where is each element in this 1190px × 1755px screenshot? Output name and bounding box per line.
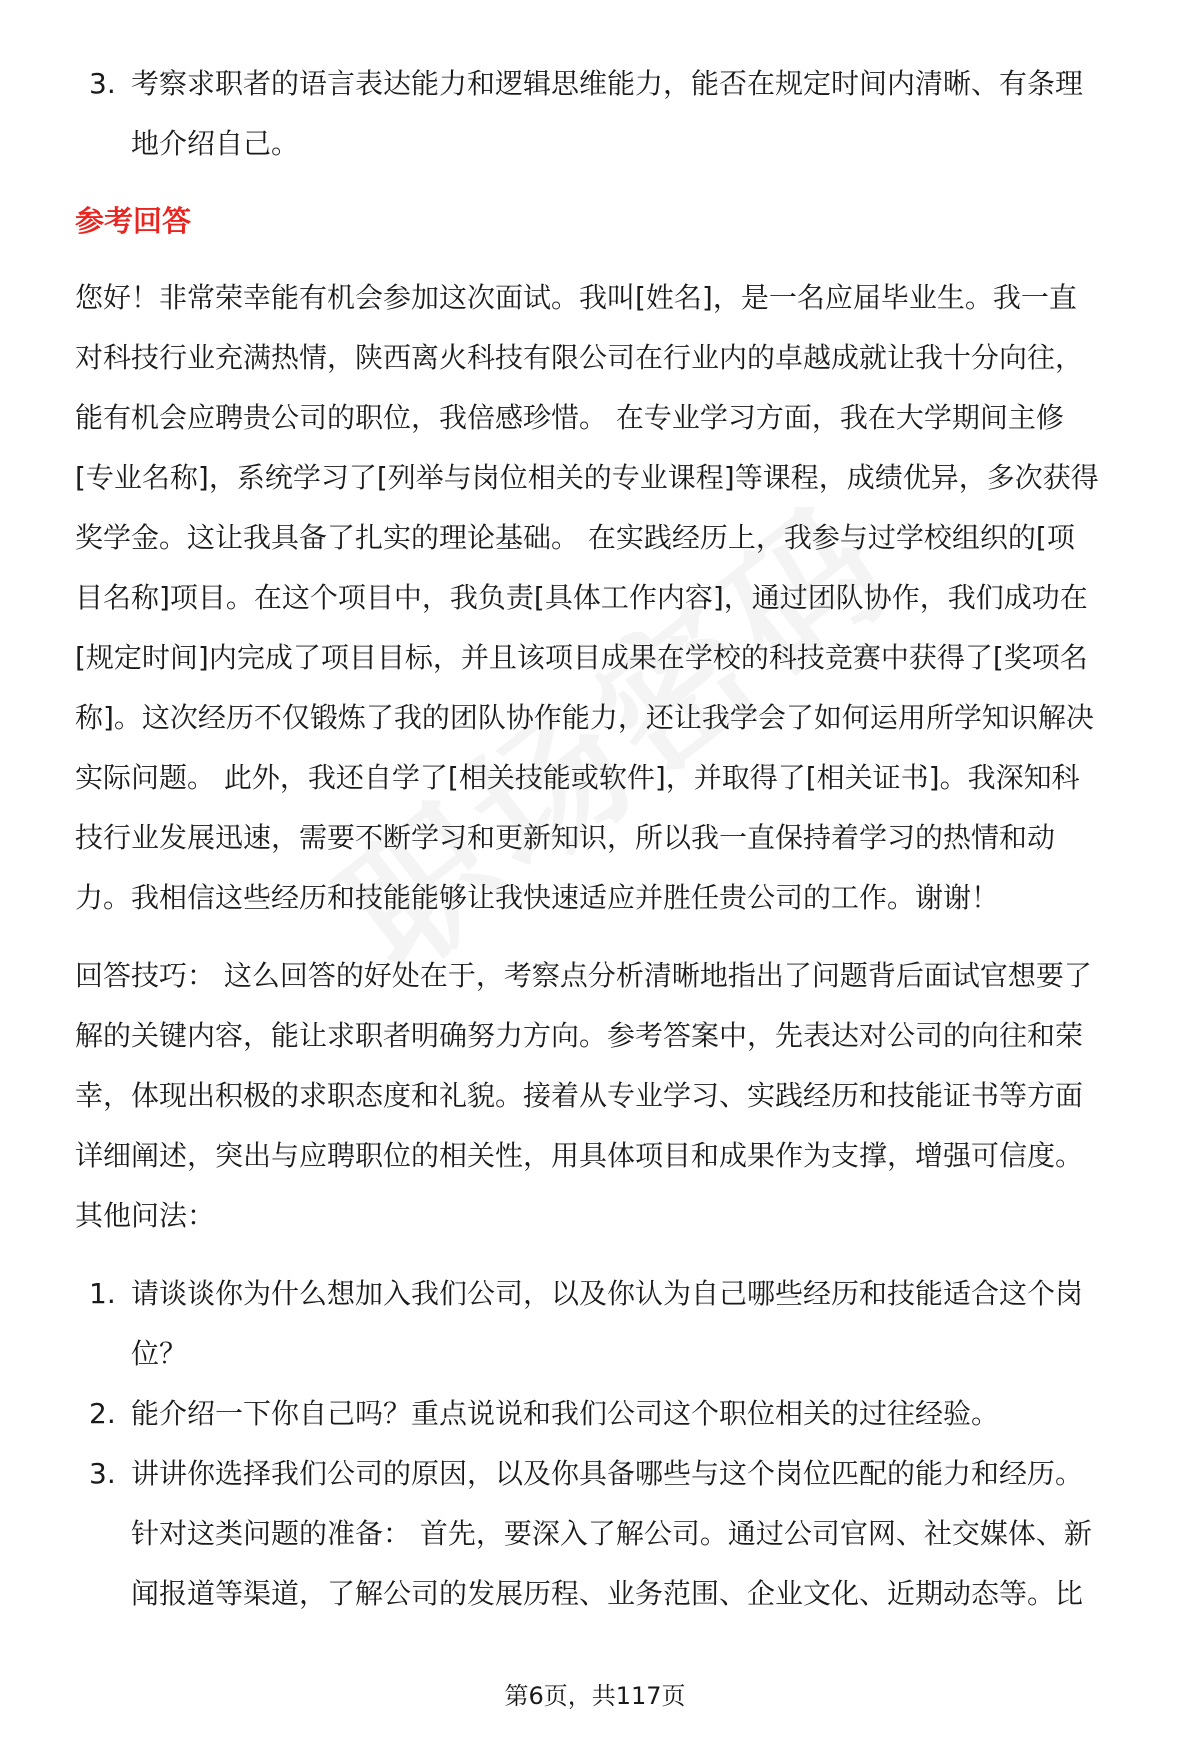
list-item bbox=[75, 1444, 1185, 1624]
tips-paragraph bbox=[75, 946, 1185, 1246]
text-line: 能介绍一下你自己吗？重点说说和我们公司这个职位相关的过往经验。 bbox=[131, 1397, 1000, 1430]
text-line: 考察求职者的语言表达能力和逻辑思维能力，能否在规定时间内清晰、有条理 bbox=[131, 67, 1084, 100]
text-line: 请谈谈你为什么想加入我们公司，以及你认为自己哪些经历和技能适合这个岗 bbox=[131, 1277, 1084, 1310]
list-item bbox=[75, 1264, 1185, 1384]
text-line: 解的关键内容，能让求职者明确努力方向。参考答案中，先表达对公司的向往和荣 bbox=[75, 1019, 1084, 1052]
text-line: 回答技巧： 这么回答的好处在于，考察点分析清晰地指出了问题背后面试官想要了 bbox=[75, 959, 1092, 992]
page-number-footer: 第6页，共117页 bbox=[504, 1682, 686, 1710]
text-line: 讲讲你选择我们公司的原因，以及你具备哪些与这个岗位匹配的能力和经历。 bbox=[131, 1457, 1084, 1490]
text-line: 位？ bbox=[131, 1337, 188, 1370]
text-line: 对科技行业充满热情，陕西离火科技有限公司在行业内的卓越成就让我十分向往， bbox=[75, 341, 1084, 374]
list-number: 3. bbox=[89, 67, 116, 100]
list-number: 3. bbox=[89, 1457, 116, 1490]
text-line: 技行业发展迅速，需要不断学习和更新知识，所以我一直保持着学习的热情和动 bbox=[75, 821, 1056, 854]
list-number: 2. bbox=[89, 1397, 116, 1430]
page-content bbox=[75, 54, 1185, 1624]
text-line: 实际问题。 此外，我还自学了[相关技能或软件]，并取得了[相关证书]。我深知科 bbox=[75, 761, 1080, 794]
text-line: 详细阐述，突出与应聘职位的相关性，用具体项目和成果作为支撑，增强可信度。 bbox=[75, 1139, 1084, 1172]
text-line: 地介绍自己。 bbox=[131, 127, 300, 160]
text-line: 您好！非常荣幸能有机会参加这次面试。我叫[姓名]，是一名应届毕业生。我一直 bbox=[75, 281, 1077, 314]
reference-answer-paragraph bbox=[75, 268, 1185, 928]
text-line: 称]。这次经历不仅锻炼了我的团队协作能力，还让我学会了如何运用所学知识解决 bbox=[75, 701, 1094, 734]
text-line: 力。我相信这些经历和技能能够让我快速适应并胜任贵公司的工作。谢谢！ bbox=[75, 881, 1000, 914]
text-line: 其他问法： bbox=[75, 1199, 216, 1232]
text-line: 闻报道等渠道，了解公司的发展历程、业务范围、企业文化、近期动态等。比 bbox=[131, 1577, 1084, 1610]
text-line: 奖学金。这让我具备了扎实的理论基础。 在实践经历上，我参与过学校组织的[项 bbox=[75, 521, 1075, 554]
intro-list-item bbox=[75, 54, 1185, 174]
text-line: 能有机会应聘贵公司的职位，我倍感珍惜。 在专业学习方面，我在大学期间主修 bbox=[75, 401, 1064, 434]
text-line: 幸，体现出积极的求职态度和礼貌。接着从专业学习、实践经历和技能证书等方面 bbox=[75, 1079, 1084, 1112]
section-heading-reference: 参考回答 bbox=[75, 204, 192, 238]
text-line: 目名称]项目。在这个项目中，我负责[具体工作内容]，通过团队协作，我们成功在 bbox=[75, 581, 1088, 614]
text-line: [规定时间]内完成了项目目标，并且该项目成果在学校的科技竞赛中获得了[奖项名 bbox=[75, 641, 1088, 674]
list-item bbox=[75, 1384, 1185, 1444]
text-line: 针对这类问题的准备： 首先，要深入了解公司。通过公司官网、社交媒体、新 bbox=[131, 1517, 1092, 1550]
list-number: 1. bbox=[89, 1277, 116, 1310]
other-questions-list bbox=[75, 1264, 1185, 1624]
text-line: [专业名称]，系统学习了[列举与岗位相关的专业课程]等课程，成绩优异，多次获得 bbox=[75, 461, 1099, 494]
